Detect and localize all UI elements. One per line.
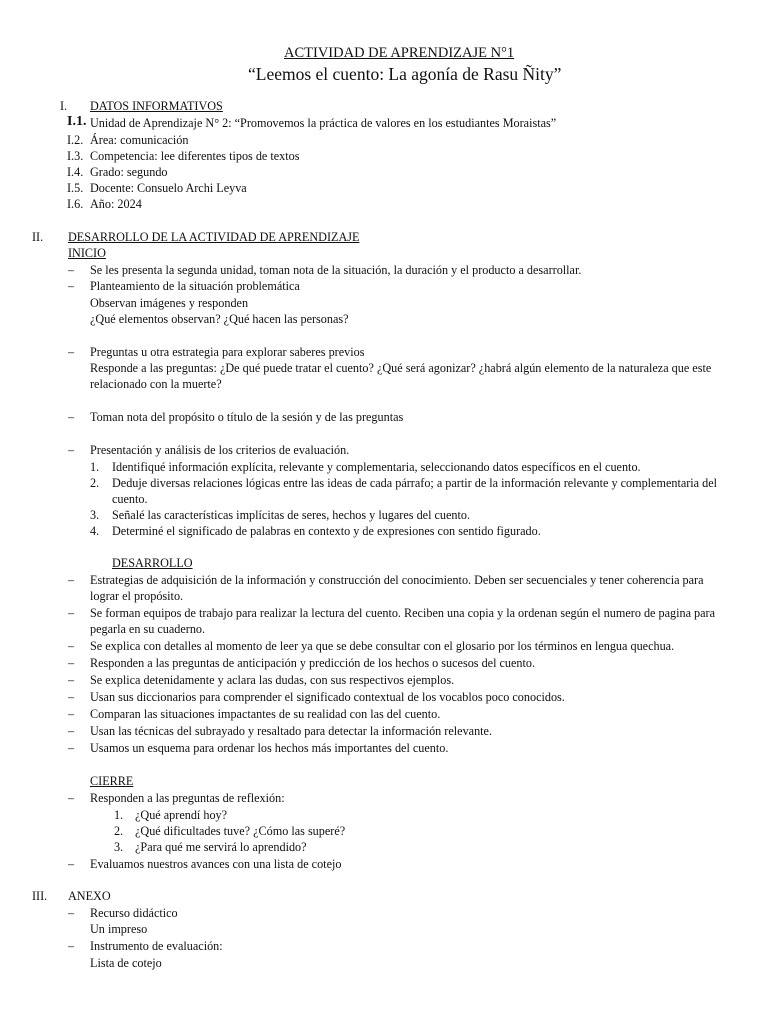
bullet-text: Usamos un esquema para ordenar los hechos más importantes del cuento. [90, 741, 449, 755]
bullet-dash: – [68, 939, 75, 953]
bullet-text: Comparan las situaciones impactantes de su realidad con las del cuento. [90, 707, 441, 721]
bullet-text-cont: Un impreso [90, 922, 148, 936]
item-text: Unidad de Aprendizaje N° 2: “Promovemos la práctica de valores en los estudiantes Moraistas” [90, 116, 557, 130]
item-number: I.5. [67, 181, 84, 195]
bullet-dash: – [68, 410, 75, 424]
section-heading: DATOS INFORMATIVOS [90, 99, 223, 113]
bullet-text: Se explica con detalles al momento de leer ya que se debe consultar con el glosario por los términos en lengua quechua. [90, 639, 675, 653]
bullet-text: Presentación y análisis de los criterios de evaluación. [90, 443, 350, 457]
bullet-text-cont: relacionado con la muerte? [90, 377, 222, 391]
bullet-text: Se explica detenidamente y aclara las dudas, con sus respectivos ejemplos. [90, 673, 455, 687]
item-number: I.3. [67, 149, 84, 163]
item-number: I.4. [67, 165, 84, 179]
bullet-dash: – [68, 345, 75, 359]
criterio-text-cont: cuento. [112, 492, 148, 506]
section-heading: ANEXO [68, 889, 111, 903]
pregunta-text: ¿Para qué me servirá lo aprendido? [135, 840, 307, 854]
list-number: 4. [90, 524, 100, 538]
bullet-text-cont: pegarla en su cuaderno. [90, 622, 206, 636]
bullet-text-cont: Lista de cotejo [90, 956, 162, 970]
section-number: III. [32, 889, 48, 903]
document-title: ACTIVIDAD DE APRENDIZAJE N°1 [284, 45, 515, 61]
list-number: 1. [90, 460, 100, 474]
list-number: 3. [90, 508, 100, 522]
criterio-text: Señalé las características implícitas de seres, hechos y lugares del cuento. [112, 508, 471, 522]
bullet-dash: – [68, 791, 75, 805]
bullet-dash: – [68, 606, 75, 620]
bullet-text: Se forman equipos de trabajo para realizar la lectura del cuento. Reciben una copia y la ordenan según el numero de pagina para [90, 606, 716, 620]
subsection-heading-inicio: INICIO [68, 246, 106, 260]
bullet-dash: – [68, 741, 75, 755]
bullet-text: Planteamiento de la situación problemática [90, 279, 300, 293]
bullet-text-cont: ¿Qué elementos observan? ¿Qué hacen las personas? [90, 312, 349, 326]
bullet-text: Toman nota del propósito o título de la sesión y de las preguntas [90, 410, 404, 424]
list-number: 3. [114, 840, 124, 854]
item-text: Área: comunicación [90, 133, 189, 147]
bullet-dash: – [68, 707, 75, 721]
section-heading: DESARROLLO DE LA ACTIVIDAD DE APRENDIZAJE [68, 230, 360, 244]
bullet-dash: – [68, 263, 75, 277]
item-text: Grado: segundo [90, 165, 168, 179]
bullet-dash: – [68, 639, 75, 653]
bullet-text: Usan sus diccionarios para comprender el significado contextual de los vocablos poco conocidos. [90, 690, 565, 704]
bullet-text: Instrumento de evaluación: [90, 939, 223, 953]
bullet-text: Se les presenta la segunda unidad, toman nota de la situación, la duración y el producto a desarrollar. [90, 263, 582, 277]
pregunta-text: ¿Qué dificultades tuve? ¿Cómo las superé? [135, 824, 346, 838]
bullet-dash: – [68, 724, 75, 738]
criterio-text: Identifiqué información explícita, relevante y complementaria, seleccionando datos específicos en el cuento. [112, 460, 641, 474]
item-number: I.1. [67, 114, 87, 129]
bullet-text: Recurso didáctico [90, 906, 178, 920]
bullet-dash: – [68, 857, 75, 871]
criterio-text: Determiné el significado de palabras en contexto y de expresiones con sentido figurado. [112, 524, 541, 538]
bullet-dash: – [68, 673, 75, 687]
subsection-heading-desarrollo: DESARROLLO [112, 556, 193, 570]
subsection-heading-cierre: CIERRE [90, 774, 134, 788]
bullet-text-cont: lograr el propósito. [90, 589, 184, 603]
document-subtitle: “Leemos el cuento: La agonía de Rasu Ñity” [248, 64, 562, 84]
list-number: 1. [114, 808, 124, 822]
criterio-text: Deduje diversas relaciones lógicas entre las ideas de cada párrafo; a partir de la información relevante y complementaria del [112, 476, 718, 490]
section-number: I. [60, 99, 68, 113]
item-text: Año: 2024 [90, 197, 142, 211]
bullet-dash: – [68, 443, 75, 457]
bullet-dash: – [68, 906, 75, 920]
item-text: Competencia: lee diferentes tipos de textos [90, 149, 300, 163]
bullet-text: Usan las técnicas del subrayado y resaltado para detectar la información relevante. [90, 724, 493, 738]
bullet-dash: – [68, 656, 75, 670]
bullet-text: Evaluamos nuestros avances con una lista de cotejo [90, 857, 342, 871]
bullet-text: Estrategias de adquisición de la información y construcción del conocimiento. Deben ser secuenciales y tener coherencia para [90, 573, 704, 587]
bullet-text: Responden a las preguntas de anticipación y predicción de los hechos o sucesos del cuento. [90, 656, 536, 670]
list-number: 2. [114, 824, 124, 838]
bullet-dash: – [68, 573, 75, 587]
item-text: Docente: Consuelo Archi Leyva [90, 181, 247, 195]
bullet-text-cont: Responde a las preguntas: ¿De qué puede tratar el cuento? ¿Qué será agonizar? ¿habrá algún elemento de la naturaleza que este [90, 361, 712, 375]
list-number: 2. [90, 476, 100, 490]
item-number: I.6. [67, 197, 84, 211]
bullet-dash: – [68, 279, 75, 293]
pregunta-text: ¿Qué aprendí hoy? [135, 808, 228, 822]
bullet-text: Preguntas u otra estrategia para explorar saberes previos [90, 345, 365, 359]
bullet-dash: – [68, 690, 75, 704]
section-number: II. [32, 230, 44, 244]
bullet-text: Responden a las preguntas de reflexión: [90, 791, 285, 805]
bullet-text-cont: Observan imágenes y responden [90, 296, 249, 310]
item-number: I.2. [67, 133, 84, 147]
